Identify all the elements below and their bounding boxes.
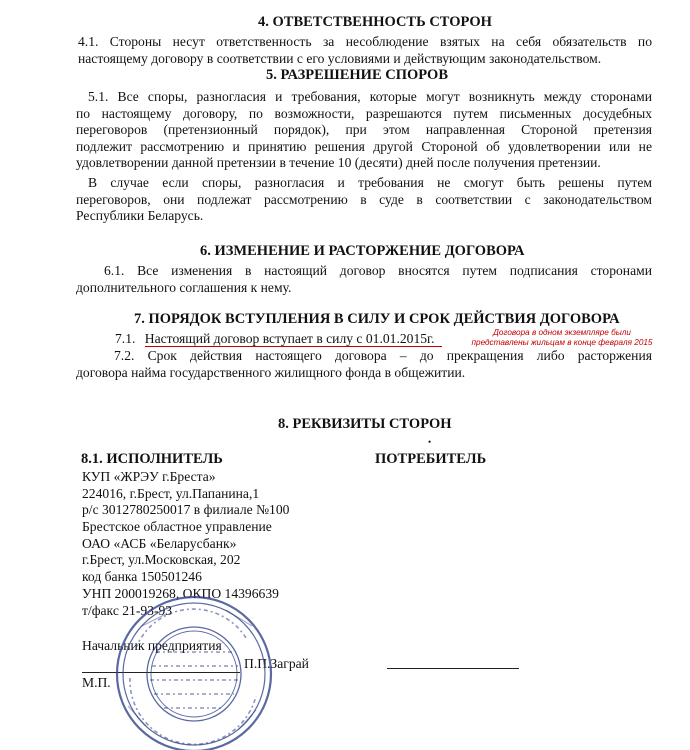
handwritten-annotation [467, 328, 657, 348]
requisite-line: г.Брест, ул.Московская, 202 [82, 552, 241, 568]
text-line: договора найма государственного жилищного фонда в общежитии. [76, 364, 466, 380]
text-line: 7.2. Срок действия настоящего договора – до прекращения либо расторжения [114, 348, 652, 363]
requisite-line: т/факс 21-93-93 [82, 602, 173, 618]
requisite-line: УНП 200019268, ОКПО 14396639 [82, 585, 279, 601]
section-7-title: 7. ПОРЯДОК ВСТУПЛЕНИЯ В СИЛУ И СРОК ДЕЙСТВИЯ ДОГОВОРА [134, 311, 620, 327]
text-line: переговоров (претензионный порядок), при этом направленная Стороной претензия [76, 122, 652, 138]
consumer-heading: ПОТРЕБИТЕЛЬ [375, 451, 487, 467]
requisite-line: код банка 150501246 [82, 569, 202, 585]
clause-7-2 [76, 348, 652, 381]
requisite-line: 224016, г.Брест, ул.Папанина,1 [82, 485, 260, 501]
clause-7-1-text: Настоящий договор вступает в силу с 01.01.2015г. [145, 331, 443, 347]
section-4-paragraph [78, 34, 652, 67]
signatory-name: П.П.Заграй [244, 656, 309, 671]
text-line: переговоров, они подлежат рассмотрению в суде в соответствии с законодательством [76, 191, 652, 207]
executor-heading: 8.1. ИСПОЛНИТЕЛЬ [81, 451, 223, 467]
section-6-paragraph [76, 263, 652, 296]
text-line: 5.1. Все споры, разногласия и требования, которые могут возникнуть между сторонами [88, 89, 652, 104]
text-line: В случае если споры, разногласия и требования не смогут быть решены путем [88, 175, 652, 190]
annotation-line: представлены жильцам в конце февраля 2015 [471, 338, 653, 347]
requisite-line: КУП «ЖРЭУ г.Бреста» [82, 469, 216, 484]
section-5-paragraph-2 [76, 175, 652, 225]
annotation-line: Договора в одном экземпляре были [493, 328, 631, 337]
consumer-signature-line [387, 668, 519, 669]
decorative-dot: • [428, 437, 432, 447]
requisite-line: ОАО «АСБ «Беларусбанк» [82, 535, 237, 551]
seal-mark: М.П. [82, 675, 111, 690]
text-line: по настоящему договору, по возможности, разрешаются путем письменных досудебных [76, 105, 652, 121]
text-line: настоящему договору в соответствии с его условиями и действующим законодательством. [78, 50, 602, 66]
text-line: 6.1. Все изменения в настоящий договор вносятся путем подписания сторонами [104, 263, 652, 278]
section-6-title: 6. ИЗМЕНЕНИЕ И РАСТОРЖЕНИЕ ДОГОВОРА [200, 243, 525, 259]
section-8-title: 8. РЕКВИЗИТЫ СТОРОН [278, 416, 452, 432]
clause-7-1 [115, 331, 442, 348]
text-line: удовлетворении данной претензии в течение 10 (десяти) дней после получения претензии. [76, 155, 601, 171]
clause-number: 7.1. [115, 331, 136, 346]
requisite-line: Брестское областное управление [82, 519, 272, 535]
section-5-title: 5. РАЗРЕШЕНИЕ СПОРОВ [266, 67, 448, 83]
text-line: 4.1. Стороны несут ответственность за несоблюдение взятых на себя обязательств по [78, 34, 652, 49]
official-stamp-icon [106, 586, 276, 750]
text-line: подлежит рассмотрению и принятию решения другой Стороной об удовлетворении или не [76, 138, 652, 154]
signatory-role: Начальник предприятия [82, 638, 222, 653]
text-line: дополнительного соглашения к нему. [76, 279, 292, 295]
section-5-paragraph-1 [76, 89, 652, 172]
text-line: Республики Беларусь. [76, 208, 204, 224]
section-4-title: 4. ОТВЕТСТВЕННОСТЬ СТОРОН [258, 14, 492, 30]
requisite-line: р/с 3012780250017 в филиале №100 [82, 502, 290, 518]
